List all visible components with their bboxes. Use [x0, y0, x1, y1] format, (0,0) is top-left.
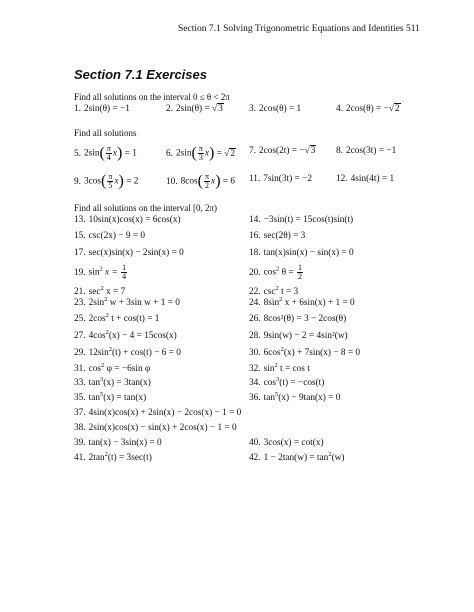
- exercise-17: 17. sec(x)sin(x) − 2sin(x) = 0: [74, 248, 184, 258]
- exercise-7: 7. 2cos(2t) = −√3: [249, 146, 316, 156]
- exercise-34: 34. $\cos^3(t) = -\cos(t)$: [249, 376, 325, 388]
- group-intro-all: Find all solutions: [74, 128, 137, 138]
- exercise-32: 32. $\sin^2 t = \cos t$: [249, 362, 310, 374]
- group-intro-bracket: Find all solutions on the interval [0, 2π): [74, 203, 218, 213]
- page-header: Section 7.1 Solving Trigonometric Equations and Identities 511: [178, 24, 420, 34]
- exercise-29: 29. $12\sin^2(t) + \cos(t) - 6 = 0$: [74, 346, 181, 358]
- exercise-25: 25. $2\cos^2$ t + cos(t) = 1: [74, 312, 160, 324]
- exercise-26: 26. 8cos²(θ) = 3 − 2cos(θ): [249, 314, 347, 324]
- exercise-16: 16. sec(2θ) = 3: [249, 231, 306, 241]
- exercise-2: 2. 2sin(θ) = √3: [166, 104, 223, 114]
- exercise-38: 38. 2sin(x)cos(x) − sin(x) + 2cos(x) − 1 = 0: [74, 423, 237, 433]
- exercise-23: 23. $2\sin^2$ w + 3sin w + 1 = 0: [74, 296, 180, 308]
- exercise-35: 35. $\tan^5(x) = \tan(x)$: [74, 391, 147, 403]
- exercise-5: 5. 2sin( $\frac{\pi}{4}$ x) = 1: [74, 144, 137, 162]
- exercise-3: 3. 2cos(θ) = 1: [249, 104, 302, 114]
- exercise-41: 41. $2\tan^2(t) = 3\sec(t)$: [74, 451, 152, 463]
- exercise-30: 30. $6\cos^2(x) + 7\sin(x) - 8 = 0$: [249, 346, 361, 358]
- exercise-18: 18. tan(x)sin(x) − sin(x) = 0: [249, 248, 354, 258]
- exercise-36: 36. $\tan^5(x) - 9\tan(x) = 0$: [249, 391, 341, 403]
- exercise-20: 20. $\cos^2 \theta$ = $\frac{1}{2}$: [249, 263, 302, 281]
- group-intro-interval: Find all solutions on the interval 0 ≤ θ < 2π: [74, 92, 230, 102]
- exercise-15: 15. csc(2x) − 9 = 0: [74, 231, 146, 241]
- exercise-9: 9. 3cos( $\frac{\pi}{5}$ x) = 2: [74, 172, 139, 190]
- exercise-12: 12. 4sin(4t) = 1: [336, 174, 395, 184]
- exercise-14: 14. −3sin(t) = 15cos(t)sin(t): [249, 215, 354, 225]
- exercise-37: 37. 4sin(x)cos(x) + 2sin(x) − 2cos(x) − 1 = 0: [74, 408, 242, 418]
- exercise-8: 8. 2cos(3t) = −1: [336, 146, 397, 156]
- exercise-10: 10. 8cos( $\frac{\pi}{2}$ x) = 6: [166, 172, 236, 190]
- exercise-6: 6. 2sin( $\frac{\pi}{3}$ x) = √2: [166, 144, 235, 162]
- exercise-19: 19. $\sin^2 x$ = $\frac{1}{4}$: [74, 263, 127, 281]
- exercise-11: 11. 7sin(3t) = −2: [249, 174, 312, 184]
- section-title: Section 7.1 Exercises: [74, 67, 207, 82]
- exercise-27: 27. $4\cos^2(x) - 4 = 15\cos(x)$: [74, 329, 177, 341]
- exercise-22: 22. $\csc^2 t = 3$: [249, 285, 299, 297]
- exercise-13: 13. 10sin(x)cos(x) = 6cos(x): [74, 215, 181, 225]
- exercise-33: 33. $\tan^3(x) = 3\tan(x)$: [74, 376, 151, 388]
- exercise-24: 24. $8\sin^2$ x + 6sin(x) + 1 = 0: [249, 296, 355, 308]
- exercise-21: 21. $\sec^2 x = 7$: [74, 285, 126, 297]
- exercise-40: 40. 3cos(x) = cot(x): [249, 438, 324, 448]
- exercise-31: 31. $\cos^2 \varphi = -6\sin$ φ: [74, 362, 151, 374]
- exercise-42: 42. $1 - 2\tan(w) = \tan^2(w)$: [249, 451, 345, 463]
- exercise-4: 4. 2cos(θ) = −√2: [336, 104, 400, 114]
- exercise-28: 28. 9sin(w) − 2 = 4sin²(w): [249, 331, 348, 341]
- exercise-39: 39. tan(x) − 3sin(x) = 0: [74, 438, 162, 448]
- exercise-1: 1. 2sin(θ) = −1: [74, 104, 130, 114]
